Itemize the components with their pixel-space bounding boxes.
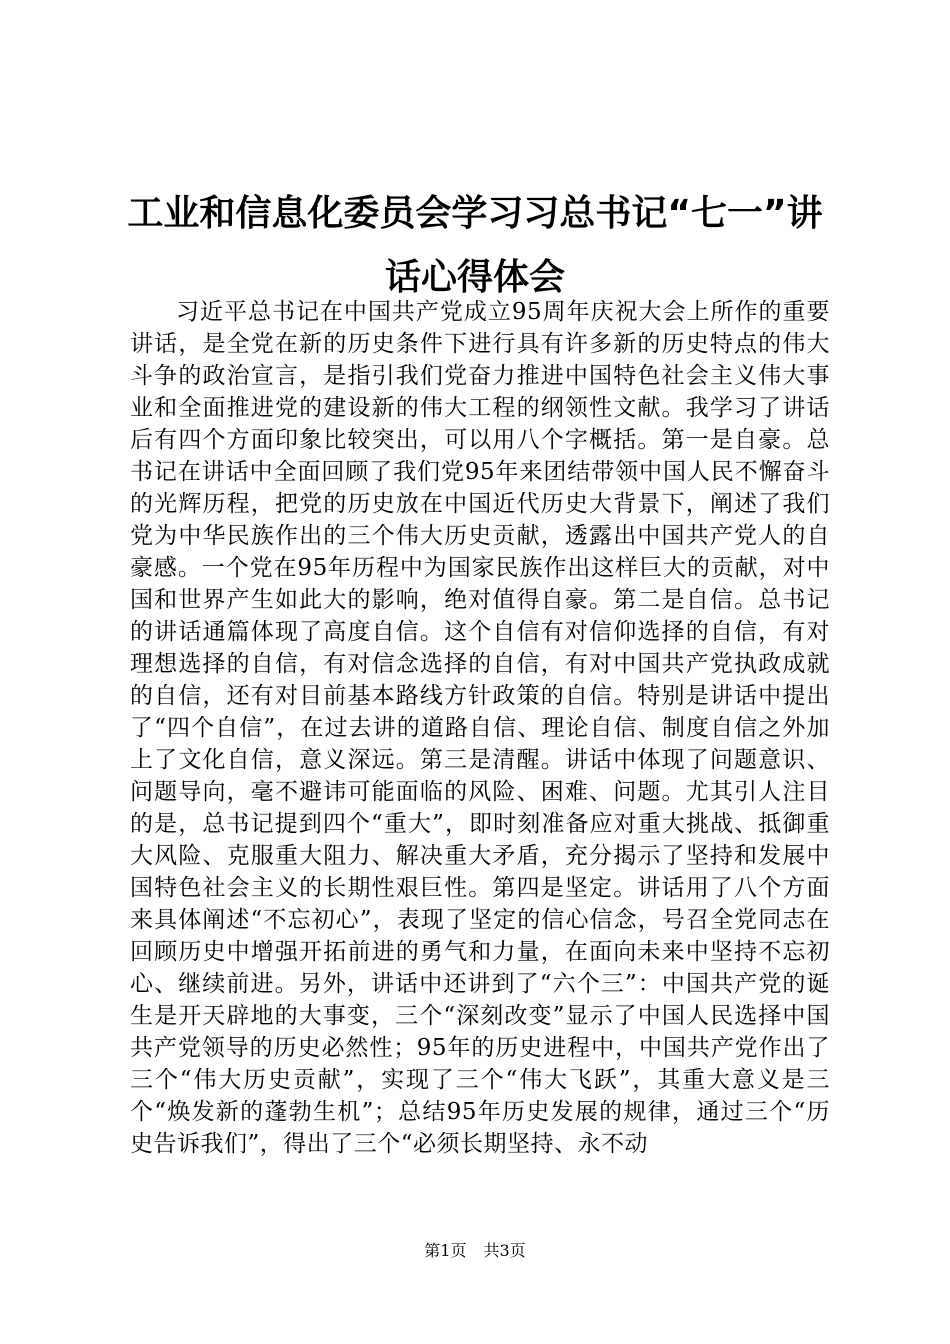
- page-footer: [0, 1240, 950, 1262]
- title-line-2: 话心得体会: [384, 257, 565, 298]
- title-line-1: 工业和信息化委员会学习习总书记“七一”讲: [127, 193, 823, 234]
- document-title: [120, 182, 830, 310]
- body-paragraph: 习近平总书记在中国共产党成立95周年庆祝大会上所作的重要讲话，是全党在新的历史条件下进行具有许多新的历史特点的伟大斗争的政治宣言，是指引我们党奋力推进中国特色社会主义伟大事业和全面推进党的建设新的伟大工程的纲领性文献。我学习了讲话后有四个方面印象比较突出，可以用八个字概括。第一是自豪。总书记在讲话中全面回顾了我们党95年来团结带领中国人民不懈奋斗的光辉历程，把党的历史放在中国近代历史大背景下，阐述了我们党为中华民族作出的三个伟大历史贡献，透露出中国共产党人的自豪感。一个党在95年历程中为国家民族作出这样巨大的贡献，对中国和世界产生如此大的影响，绝对值得自豪。第二是自信。总书记的讲话通篇体现了高度自信。这个自信有对信仰选择的自信，有对理想选择的自信，有对信念选择的自信，有对中国共产党执政成就的自信，还有对目前基本路线方针政策的自信。特别是讲话中提出了“四个自信”，在过去讲的道路自信、理论自信、制度自信之外加上了文化自信，意义深远。第三是清醒。讲话中体现了问题意识、问题导向，毫不避讳可能面临的风险、困难、问题。尤其引人注目的是，总书记提到四个“重大”，即时刻准备应对重大挑战、抵御重大风险、克服重大阻力、解决重大矛盾，充分揭示了坚持和发展中国特色社会主义的长期性艰巨性。第四是坚定。讲话用了八个方面来具体阐述“不忘初心”，表现了坚定的信心信念，号召全党同志在回顾历史中增强开拓前进的勇气和力量，在面向未来中坚持不忘初心、继续前进。另外，讲话中还讲到了“六个三”：中国共产党的诞生是开天辟地的大事变，三个“深刻改变”显示了中国人民选择中国共产党领导的历史必然性；95年的历史进程中，中国共产党作出了三个“伟大历史贡献”，实现了三个“伟大飞跃”，其重大意义是三个“焕发新的蓬勃生机”；总结95年历史发展的规律，通过三个“历史告诉我们”，得出了三个“必须长期坚持、永不动: [130, 299, 830, 1157]
- page-count: 共3页: [483, 1241, 526, 1260]
- page-number: 第1页: [424, 1241, 467, 1260]
